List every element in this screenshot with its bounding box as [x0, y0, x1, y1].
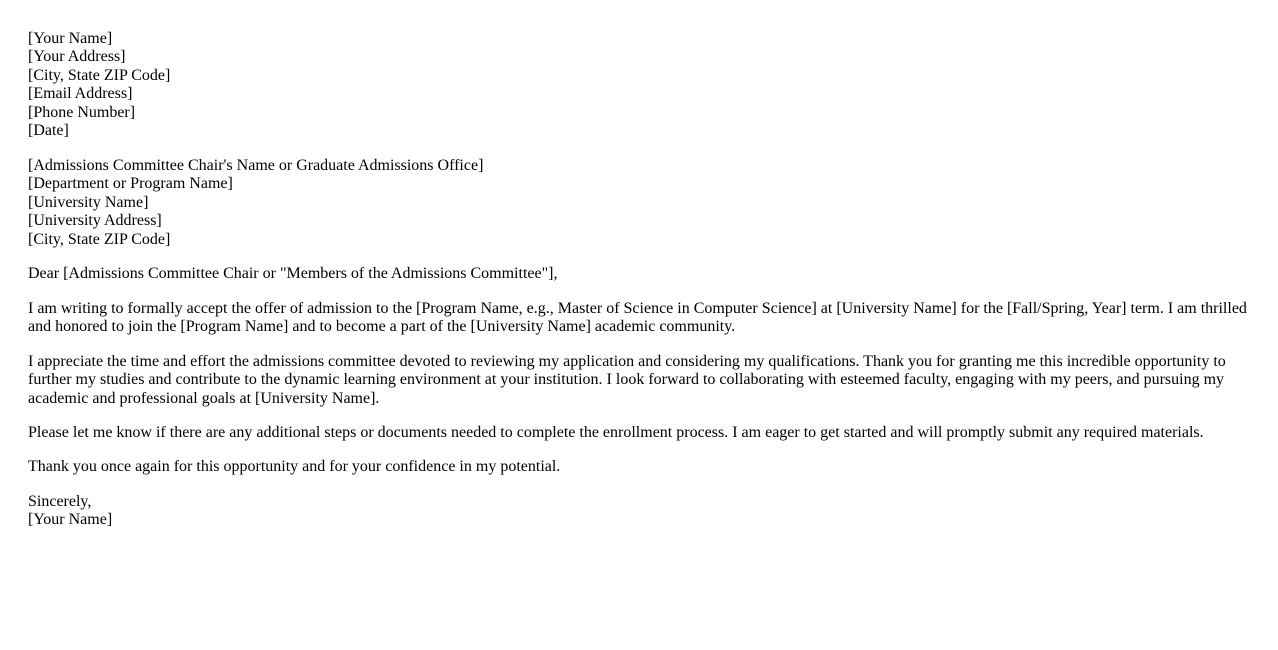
- recipient-city-line: [City, State ZIP Code]: [28, 230, 171, 248]
- signature-line: [Your Name]: [28, 511, 113, 529]
- recipient-university-line: [University Name]: [28, 193, 149, 211]
- body-paragraph-thanks: Thank you once again for this opportunity and for your confidence in my potential.: [28, 458, 561, 476]
- sender-phone-line: [Phone Number]: [28, 103, 136, 121]
- sender-email-line: [Email Address]: [28, 85, 133, 103]
- closing-block: [28, 493, 1250, 530]
- body-paragraph-next-steps: Please let me know if there are any additional steps or documents needed to complete the enrollment process. I am eager to get started and will promptly submit any required materials.: [28, 423, 1204, 441]
- sender-address-line: [Your Address]: [28, 48, 126, 66]
- recipient-address-line: [University Address]: [28, 212, 162, 230]
- recipient-department-line: [Department or Program Name]: [28, 175, 233, 193]
- date-line: [Date]: [28, 122, 69, 140]
- body-paragraph-gratitude: I appreciate the time and effort the admissions committee devoted to reviewing my application and considering my qualifications. Thank you for granting me this incredible opportunity to further my studies and contribute to the dynamic learning environment at your institution. I look forward to collaborating with esteemed faculty, engaging with my peers, and pursuing my academic and professional goals at [University Name].: [28, 352, 1226, 407]
- sender-address-block: [28, 30, 1250, 141]
- closing-line: Sincerely,: [28, 492, 92, 510]
- recipient-name-line: [Admissions Committee Chair's Name or Graduate Admissions Office]: [28, 156, 484, 174]
- sender-name-line: [Your Name]: [28, 30, 113, 47]
- recipient-address-block: [28, 157, 1250, 249]
- salutation: Dear [Admissions Committee Chair or "Members of the Admissions Committee"],: [28, 265, 558, 283]
- body-paragraph-acceptance: I am writing to formally accept the offer of admission to the [Program Name, e.g., Master of Science in Computer Science] at [University Name] for the [Fall/Spring, Year] term. I am thrilled and honored to join the [Program Name] and to become a part of the [University Name] academic community.: [28, 299, 1247, 336]
- sender-city-line: [City, State ZIP Code]: [28, 66, 171, 84]
